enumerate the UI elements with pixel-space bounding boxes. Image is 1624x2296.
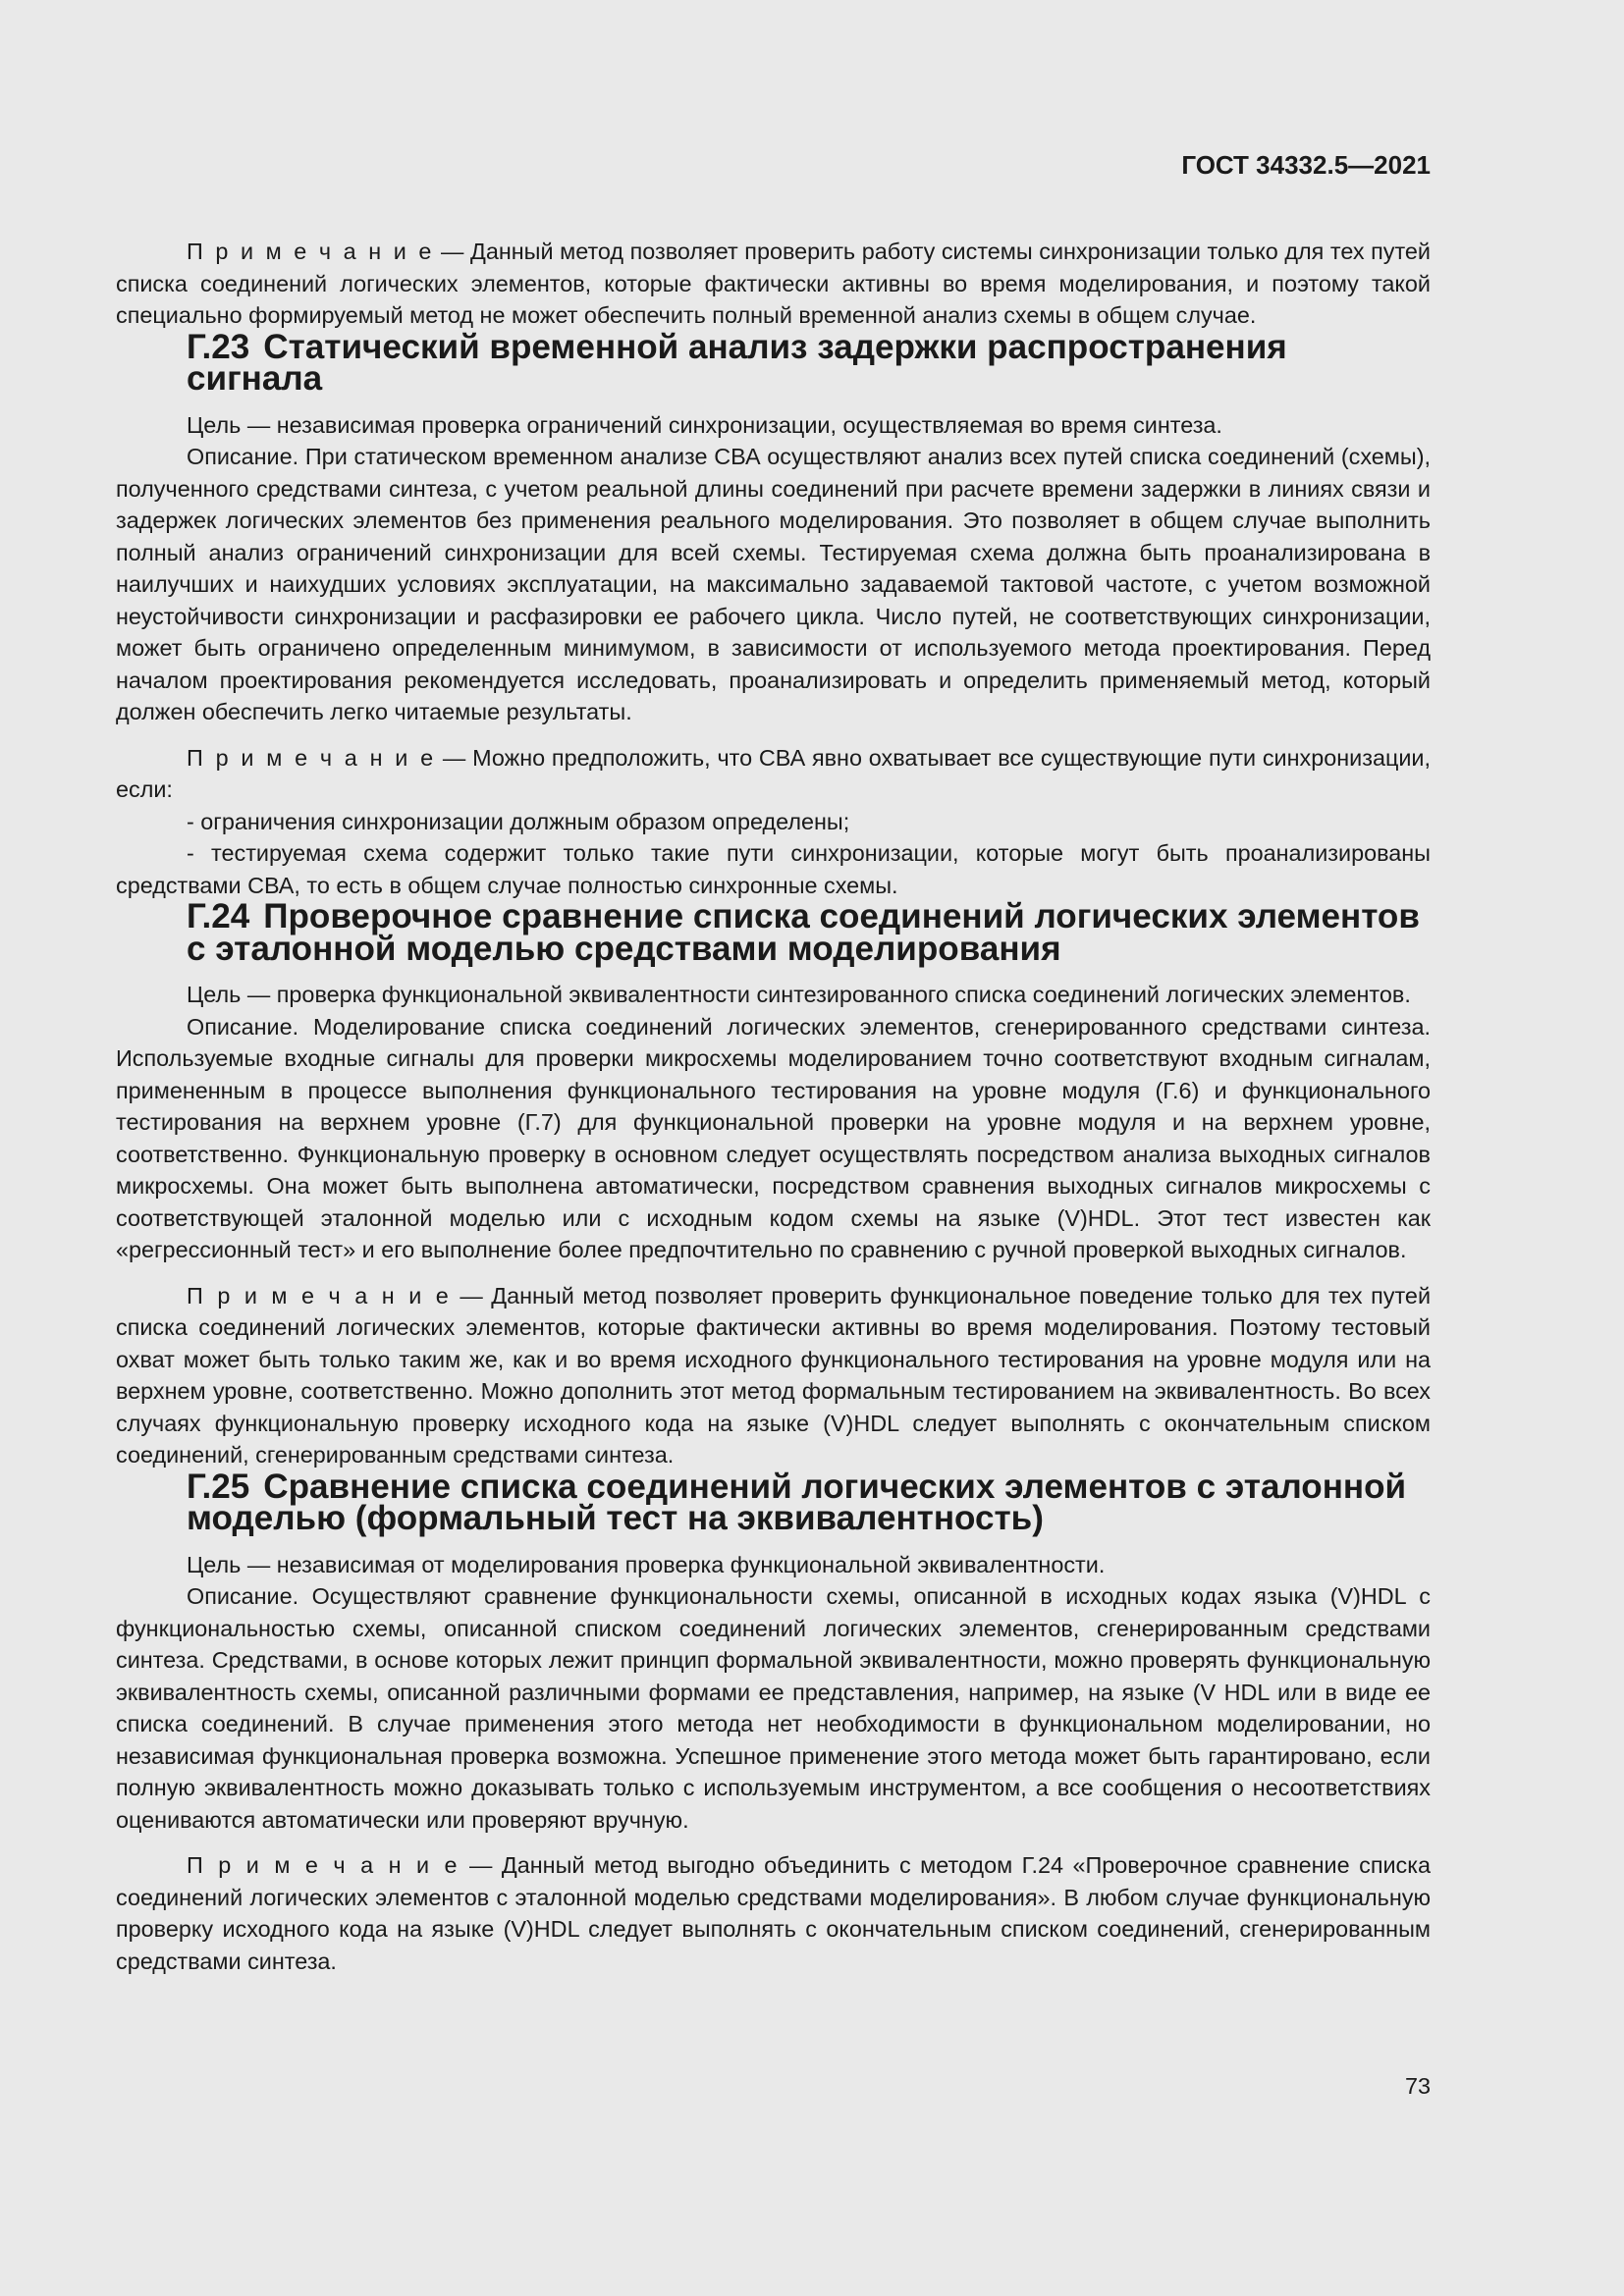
goal-paragraph: Цель — независимая от моделирования проверка функциональной эквивалентности. [187, 1551, 1106, 1577]
note-label: П р и м е ч а н и е [187, 744, 437, 771]
section-title-text: Статический временной анализ задержки распространения сигнала [187, 327, 1287, 398]
note-label: П р и м е ч а н и е [187, 239, 435, 264]
goal-paragraph: Цель — независимая проверка ограничений синхронизации, осуществляемая во время синтеза. [187, 411, 1222, 438]
section-number: Г.25 [187, 1467, 250, 1506]
description-paragraph: Описание. При статическом временном анализе СВА осуществляют анализ всех путей списка соединений (схемы), полученного средствами синтеза, с учетом реальной длины соединений при расчете времени задержки в линиях связи и задержек логических элементов без применения реального моделирования. Это позволяет в общем случае выполнить полный анализ ограничений синхронизации для всей схемы. Тестируемая схема должна быть проанализирована в наилучших и наихудших условиях эксплуатации, на максимально задаваемой тактовой частоте, с учетом возможной неустойчивости синхронизации и расфазировки ее рабочего цикла. Число путей, не соответствующих синхронизации, может быть ограничено определенным минимумом, в зависимости от используемого метода проектирования. Перед началом проектирования рекомендуется исследовать, проанализировать и определить применяемый метод, который должен обеспечить легко читаемые результаты. [116, 444, 1431, 724]
note-label: П р и м е ч а н и е [187, 1852, 460, 1878]
section-title-text: Проверочное сравнение списка соединений логических элементов с эталонной моделью средствами моделирования [187, 897, 1420, 968]
note-list-item: - ограничения синхронизации должным образом определены; [187, 808, 850, 834]
note-text: — Данный метод выгодно объединить с методом Г.24 «Проверочное сравнение списка соединений логических элементов с эталонной моделью средствами моделирования». В любом случае функциональную проверку исходного кода на языке (V)HDL следует выполнять с окончательным списком соединений, сгенерированным средствами синтеза. [116, 1852, 1431, 1974]
page-content [116, 236, 1431, 1977]
note-label: П р и м е ч а н и е [187, 1282, 452, 1308]
description-paragraph: Описание. Моделирование списка соединений логических элементов, сгенерированного средствами синтеза. Используемые входные сигналы для проверки микросхемы моделированием точно соответствуют входным сигналам, примененным в процессе выполнения функционального тестирования на уровне модуля (Г.6) и функционального тестирования на верхнем уровне (Г.7) для функциональной проверки на уровне модуля и на верхнем уровне, соответственно. Функциональную проверку в основном следует осуществлять посредством анализа выходных сигналов микросхемы. Она может быть выполнена автоматически, посредством сравнения выходных сигналов микросхемы с соответствующей эталонной моделью или с исходным кодом схемы на языке (V)HDL. Этот тест известен как «регрессионный тест» и его выполнение более предпочтительно по сравнению с ручной проверкой выходных сигналов. [116, 1013, 1431, 1262]
note-text: — Данный метод позволяет проверить работу системы синхронизации только для тех путей списка соединений логических элементов, которые фактически активны во время моделирования, и поэтому такой специально формируемый метод не может обеспечить полный временной анализ схемы в общем случае. [116, 239, 1432, 328]
section-title-g24 [116, 897, 1431, 968]
section-title-text: Сравнение списка соединений логических элементов с эталонной моделью (формальный тест на эквивалентность) [187, 1467, 1407, 1537]
description-paragraph: Описание. Осуществляют сравнение функциональности схемы, описанной в исходных кодах языка (V)HDL с функциональностью схемы, описанной списком соединений логических элементов, сгенерированным средствами синтеза. Средствами, в основе которых лежит принцип формальной эквивалентности, можно проверять функциональную эквивалентность схемы, описанной различными формами ее представления, например, на языке (V HDL или в виде ее списка соединений. В случае применения этого метода нет необходимости в функциональном моделировании, но независимая функциональная проверка возможна. Успешное применение этого метода может быть гарантировано, если полную эквивалентность можно доказывать только с используемым инструментом, а все сообщения о несоответствиях оцениваются автоматически или проверяют вручную. [116, 1583, 1431, 1833]
note-text: — Данный метод позволяет проверить функциональное поведение только для тех путей списка соединений логических элементов, которые фактически активны во время моделирования. Поэтому тестовый охват может быть только таким же, как и во время исходного функционального тестирования на уровне модуля или на верхнем уровне, соответственно. Можно дополнить этот метод формальным тестированием на эквивалентность. Во всех случаях функциональную проверку исходного кода на языке (V)HDL следует выполнять с окончательным списком соединений, сгенерированным средствами синтеза. [116, 1282, 1432, 1468]
document-id: ГОСТ 34332.5—2021 [1181, 150, 1431, 180]
section-number: Г.24 [187, 897, 250, 935]
note-paragraph [116, 236, 1431, 332]
note-paragraph [116, 742, 1431, 806]
note-paragraph [116, 1280, 1431, 1471]
note-paragraph [116, 1849, 1431, 1977]
section-number: Г.23 [187, 327, 250, 366]
note-list-item: - тестируемая схема содержит только такие пути синхронизации, которые могут быть проанализированы средствами СВА, то есть в общем случае полностью синхронные схемы. [116, 840, 1431, 898]
section-title-g25 [116, 1467, 1431, 1537]
section-title-g23 [116, 327, 1431, 398]
goal-paragraph: Цель — проверка функциональной эквивалентности синтезированного списка соединений логических элементов. [187, 982, 1411, 1007]
note-text: — Можно предположить, что СВА явно охватывает все существующие пути синхронизации, если: [116, 744, 1431, 802]
page-number: 73 [1404, 2073, 1431, 2099]
